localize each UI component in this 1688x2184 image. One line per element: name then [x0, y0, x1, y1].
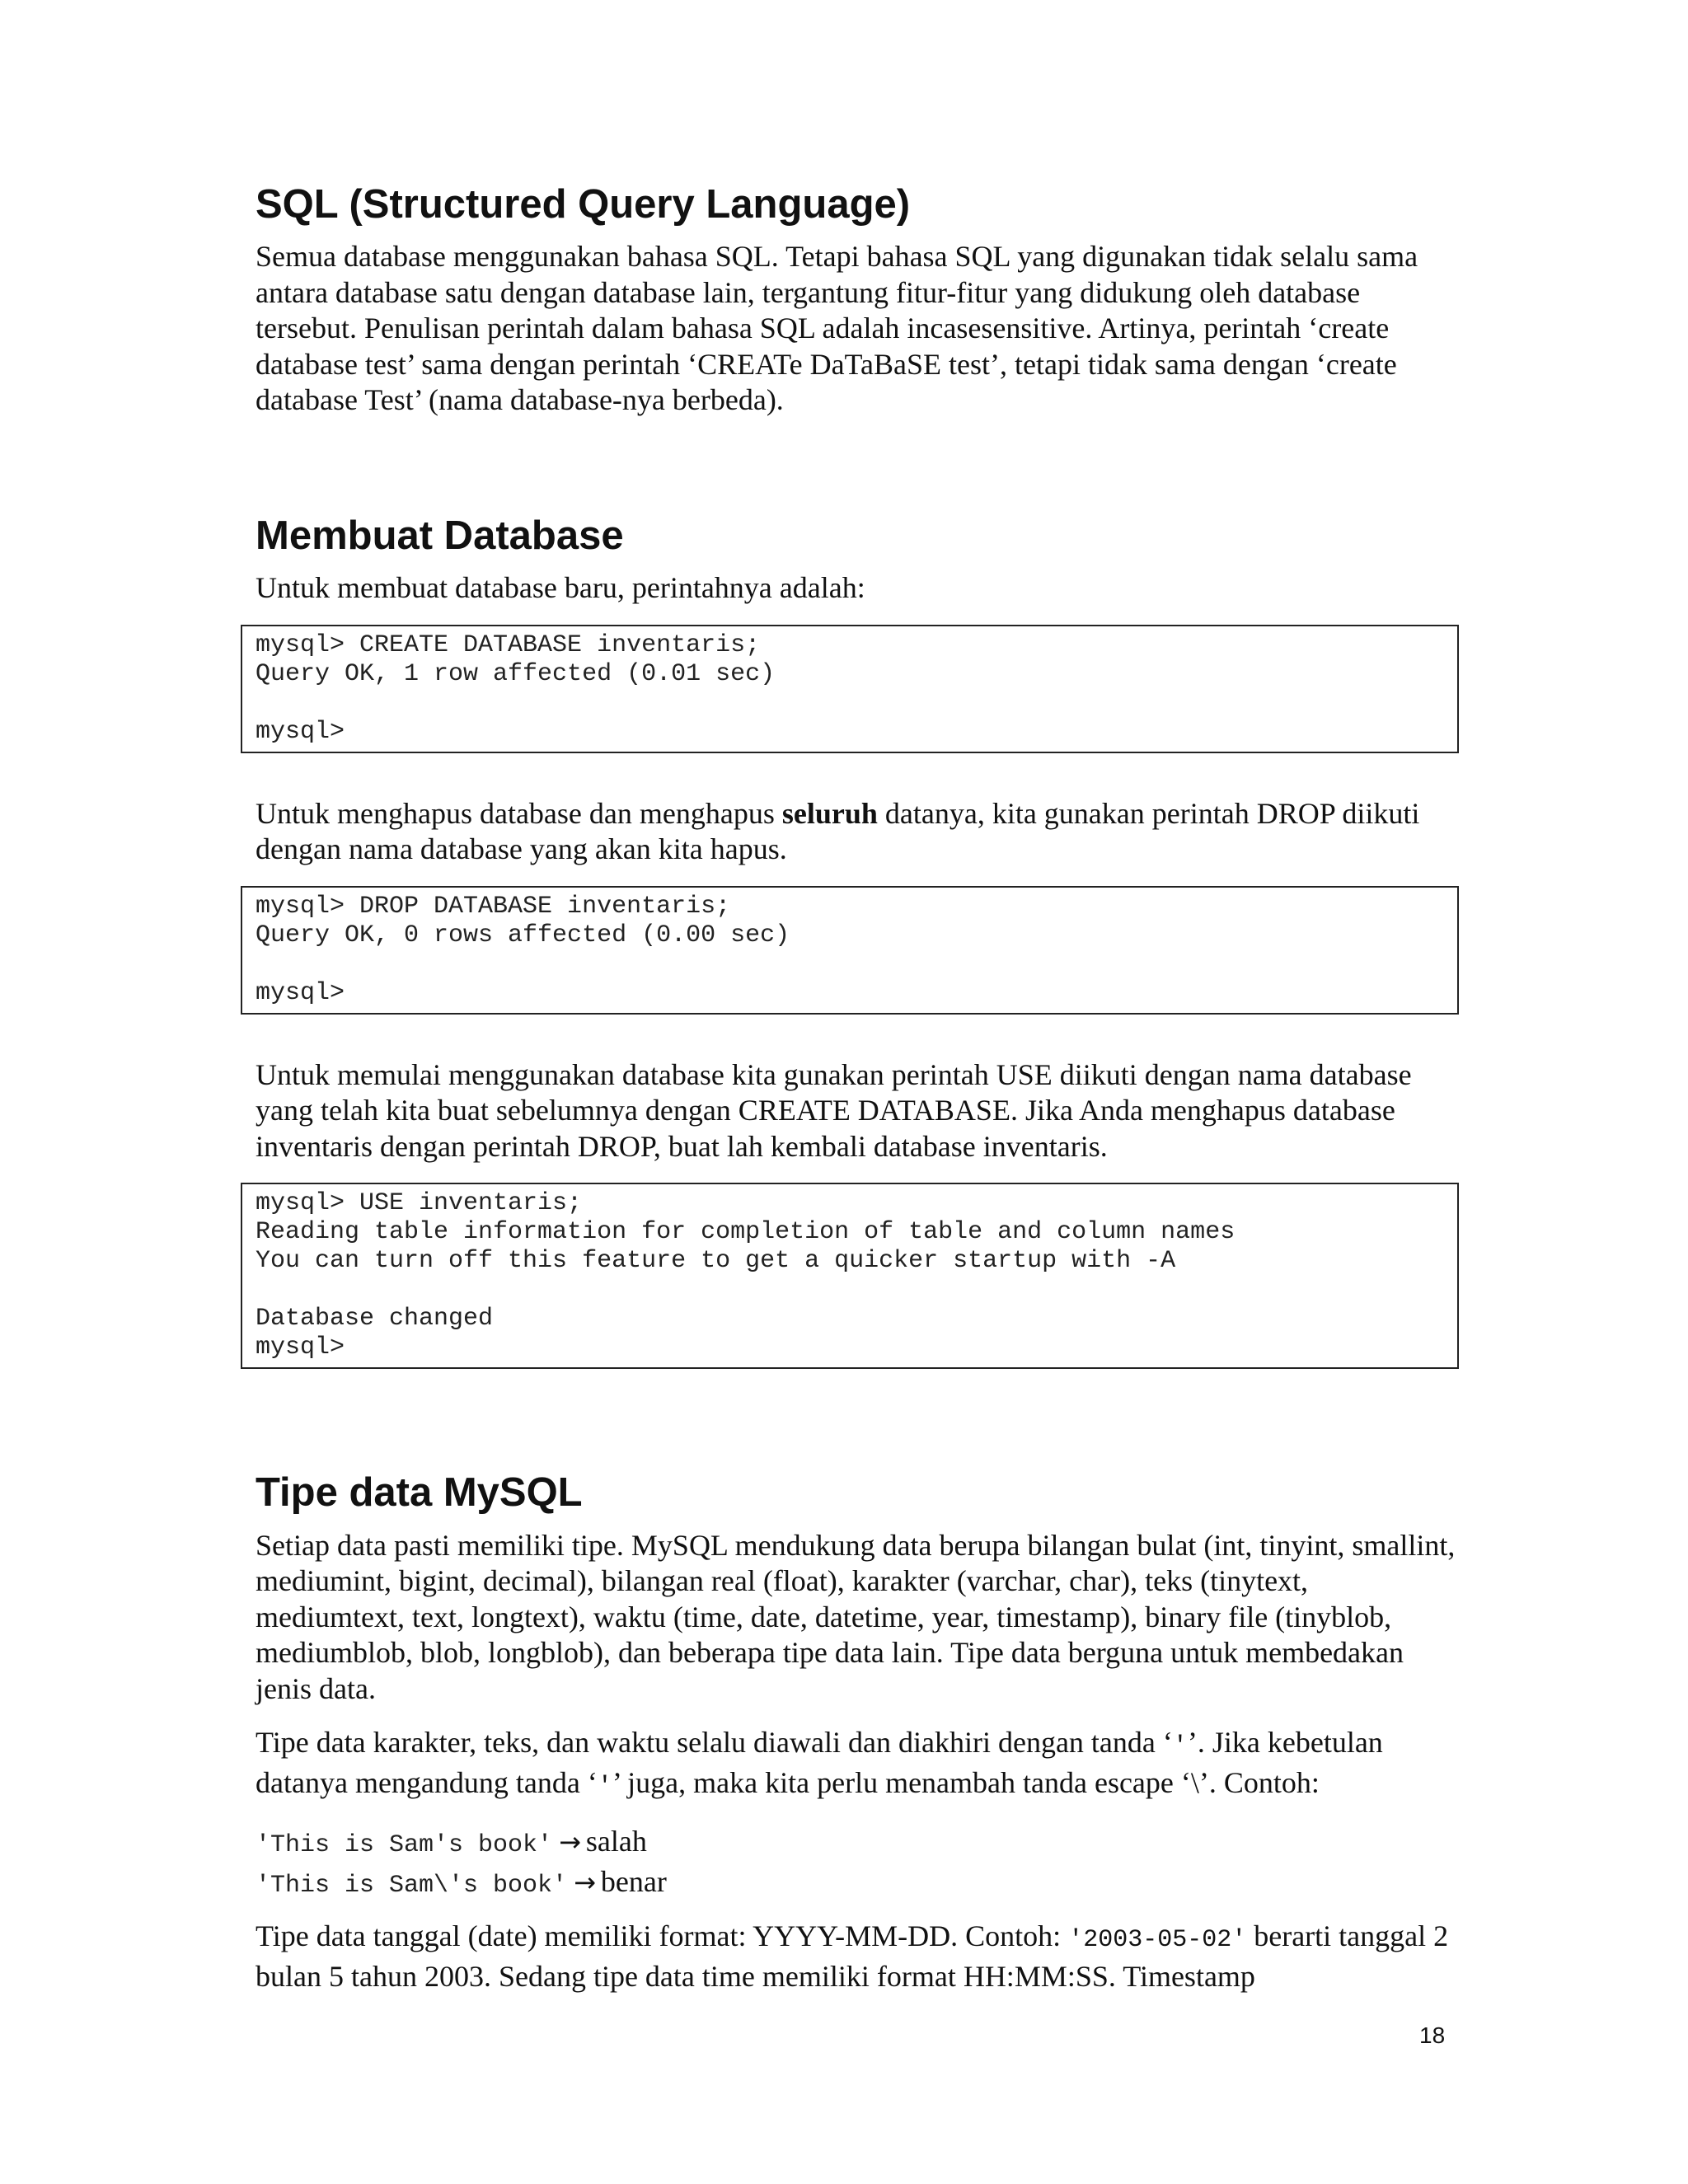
arrow-right-icon: → [574, 1867, 596, 1899]
quote-mark-2: ' [597, 1772, 612, 1801]
example-wrong-label: salah [585, 1825, 647, 1858]
page-number: 18 [1419, 2022, 1446, 2048]
code-block-drop [241, 886, 1459, 1015]
paragraph-date-format [256, 1919, 1459, 1994]
example-right-code: 'This is Sam\'s book' [256, 1872, 568, 1900]
example-right-label: benar [600, 1865, 667, 1899]
arrow-right-icon: → [559, 1826, 581, 1858]
code-block-use [241, 1183, 1459, 1369]
code-use-text: mysql> USE inventaris; Reading table information for completion of table and column names You can turn off this feature to get a quicker startup with -A Database changed mysql> [256, 1189, 1236, 1362]
drop-text-before: Untuk menghapus database dan menghapus [256, 796, 782, 830]
code-block-create [241, 625, 1459, 753]
date-text-1: Tipe data tanggal (date) memiliki format: YYYY-MM-DD. Contoh: [256, 1919, 1069, 1953]
drop-text-bold: seluruh [781, 796, 878, 830]
escape-examples [256, 1823, 1459, 1904]
document-page [256, 181, 1459, 2013]
paragraph-escape [256, 1725, 1459, 1805]
code-create-text: mysql> CREATE DATABASE inventaris; Query OK, 1 row affected (0.01 sec) mysql> [256, 630, 776, 746]
date-text-2: berarti tanggal 2 bulan 5 tahun 2003. Sedang tipe data time memiliki format HH:MM:SS. Timestamp [256, 1919, 1449, 1993]
code-drop-text: mysql> DROP DATABASE inventaris; Query OK, 0 rows affected (0.00 sec) mysql> [256, 892, 790, 1007]
escape-text-2: ’. Jika kebetulan datanya mengandung tanda ‘ [256, 1726, 1383, 1799]
drop-text-after: datanya, kita gunakan perintah DROP diikuti dengan nama database yang akan kita hapus. [256, 796, 1420, 866]
section-spacer [256, 437, 1459, 513]
quote-mark-1: ' [1172, 1732, 1188, 1761]
heading-membuat-database: Membuat Database [256, 513, 624, 558]
paragraph-create-intro: Untuk membuat database baru, perintahnya adalah: [256, 571, 865, 605]
paragraph-drop-intro [256, 796, 1459, 868]
heading-tipe-data: Tipe data MySQL [256, 1470, 583, 1516]
paragraph-tipe-data-intro: Setiap data pasti memiliki tipe. MySQL mendukung data berupa bilangan bulat (int, tinyint, smallint, mediumint, bigint, decimal), bilangan real (float), karakter (varchar, char), teks (tinytext, mediumtext, text, longtext), waktu (time, date, datetime, year, timestamp), binary file (tinyblob, mediumblob, blob, longblob), dan beberapa tipe data lain. Tipe data berguna untuk membedakan jenis data. [256, 1528, 1456, 1705]
example-wrong-code: 'This is Sam's book' [256, 1831, 553, 1860]
heading-sql: SQL (Structured Query Language) [256, 182, 911, 227]
escape-text-3: ’ juga, maka kita perlu menambah tanda escape ‘\’. Contoh: [612, 1765, 1320, 1799]
example-wrong [256, 1823, 1459, 1863]
escape-text-1: Tipe data karakter, teks, dan waktu selalu diawali dan diakhiri dengan tanda ‘ [256, 1726, 1173, 1760]
date-example-code: '2003-05-02' [1068, 1926, 1247, 1955]
paragraph-use-intro: Untuk memulai menggunakan database kita gunakan perintah USE diikuti dengan nama database yang telah kita buat sebelumnya dengan CREATE DATABASE. Jika Anda menghapus database inventaris dengan perintah DROP, buat lah kembali database inventaris. [256, 1057, 1412, 1163]
paragraph-sql-intro: Semua database menggunakan bahasa SQL. Tetapi bahasa SQL yang digunakan tidak selalu sama antara database satu dengan database lain, tergantung fitur-fitur yang didukung oleh database tersebut. Penulisan perintah dalam bahasa SQL adalah incasesensitive. Artinya, perintah ‘create database test’ sama dengan perintah ‘CREATe DaTaBaSE test’, tetapi tidak sama dengan ‘create database Test’ (nama database-nya berbeda). [256, 240, 1418, 417]
section-spacer [256, 1412, 1459, 1469]
example-right [256, 1863, 1459, 1904]
